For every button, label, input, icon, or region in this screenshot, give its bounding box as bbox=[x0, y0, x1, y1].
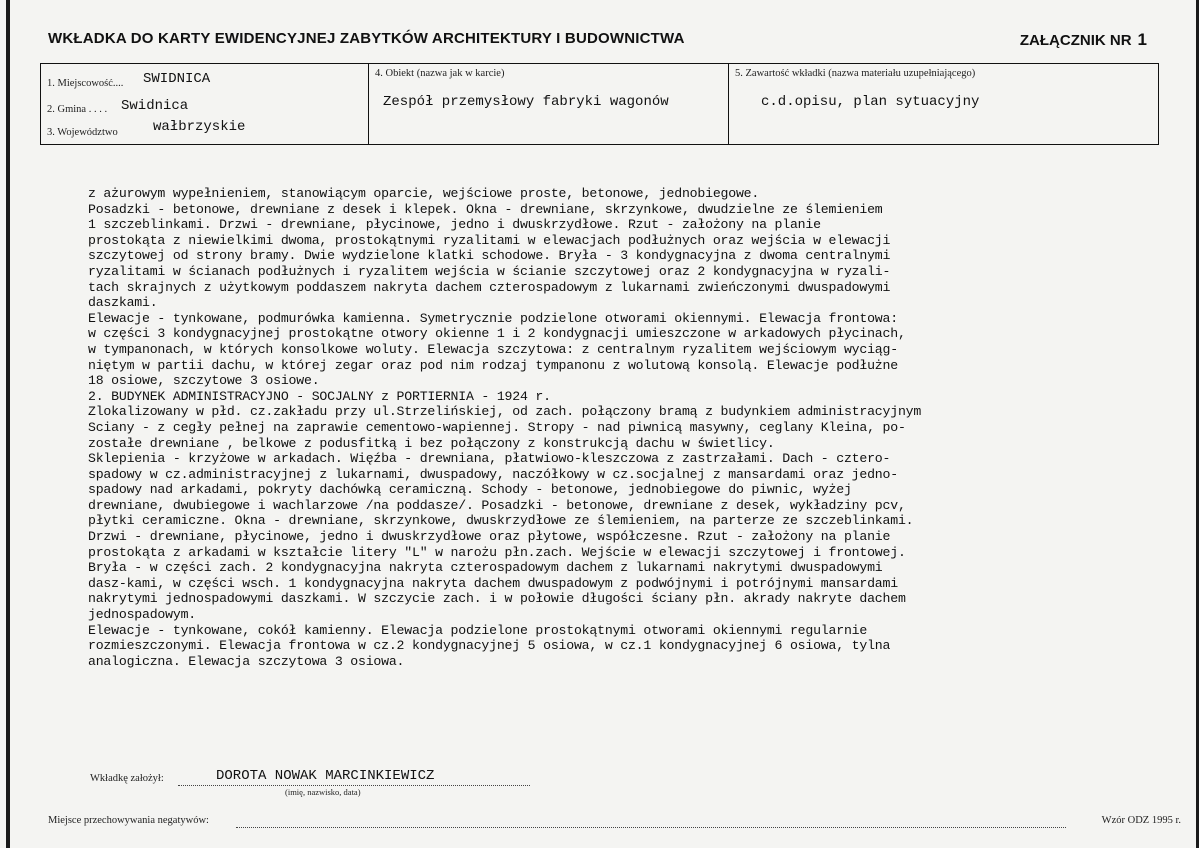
author-hint: (imię, nazwisko, data) bbox=[285, 787, 361, 797]
text-line: niętym w partii dachu, w której zegar oraz pod nim rodzaj tympanonu z wolutową konsolą. Elewacje podłużne bbox=[88, 357, 898, 373]
text-line: z ażurowym wypełnieniem, stanowiącym oparcie, wejściowe proste, betonowe, jednobiegowe. bbox=[88, 186, 760, 201]
obiekt-value: Zespół przemysłowy fabryki wagonów bbox=[383, 94, 669, 110]
text-line: 2. BUDYNEK ADMINISTRACYJNO - SOCJALNY z PORTIERNIA - 1924 r. bbox=[88, 388, 551, 404]
text-line: Bryła - w części zach. 2 kondygnacyjna nakryta czterospadowym dachem z lukarnami nakrytymi dwuspadowymi bbox=[88, 560, 883, 576]
text-line: 1 szczeblinkami. Drzwi - drewniane, płycinowe, jedno i dwuskrzydłowe. Rzut - założony na planie bbox=[88, 217, 821, 233]
text-line: w części 3 kondygnacyjnej prostokątne otwory okienne 1 i 2 kondygnacji umieszczone w arkadowych płycinach, bbox=[88, 326, 906, 342]
text-line: Elewacje - tynkowane, podmurówka kamienna. Symetrycznie podzielone otworami okiennymi. Elewacja frontowa: bbox=[88, 310, 898, 326]
wojewodztwo-label: 3. Województwo bbox=[47, 127, 118, 138]
zawartosc-value: c.d.opisu, plan sytuacyjny bbox=[761, 94, 980, 110]
scan-edge-left bbox=[6, 0, 10, 848]
annex-label-text: ZAŁĄCZNIK NR bbox=[1019, 32, 1132, 49]
text-line: płytki ceramiczne. Okna - drewniane, skrzynkowe, dwuskrzydłowe ze ślemieniem, na parterze ze szczeblinkami. bbox=[88, 513, 914, 529]
text-line: daszkami. bbox=[88, 295, 158, 311]
obiekt-label: 4. Obiekt (nazwa jak w karcie) bbox=[375, 68, 505, 79]
text-line: nakrytymi jednospadowymi daszkami. W szczycie zach. i w połowie długości ściany płn. akrady nakryte dachem bbox=[88, 591, 906, 607]
miejscowosc-label: 1. Miejscowość bbox=[47, 78, 113, 89]
text-line: Elewacje - tynkowane, cokół kamienny. Elewacja podzielone prostokątnymi otworami okiennymi regularnie bbox=[88, 622, 868, 638]
text-line: zostałe drewniane , belkowe z podusfitką i bez połączony z konstrukcją dachu w świetlicy. bbox=[88, 435, 775, 451]
wojewodztwo-value: wałbrzyskie bbox=[153, 119, 246, 135]
author-value: DOROTA NOWAK MARCINKIEWICZ bbox=[216, 768, 435, 784]
content-field bbox=[729, 64, 1158, 144]
text-line: Drzwi - drewniane, płycinowe, jedno i dwuskrzydłowe oraz płytowe, współczesne. Rzut - założony na planie bbox=[88, 529, 891, 545]
author-label: Wkładkę założył: bbox=[90, 773, 164, 784]
location-fields bbox=[41, 64, 369, 144]
text-line: dasz-kami, w części wsch. 1 kondygnacyjna nakryta dachem dwuspadowym z podwójnymi i potrójnymi mansardami bbox=[88, 575, 898, 591]
storage-label: Miejsce przechowywania negatywów: bbox=[48, 815, 209, 826]
text-line: spadowy nad arkadami, pokryty dachówką ceramiczną. Schody - betonowe, jednobiegowe do piwnic, wyżej bbox=[88, 482, 852, 498]
text-line: 18 osiowe, szczytowe 3 osiowe. bbox=[88, 373, 320, 389]
miejscowosc-value: SWIDNICA bbox=[143, 71, 211, 87]
form-title: WKŁADKA DO KARTY EWIDENCYJNEJ ZABYTKÓW ARCHITEKTURY I BUDOWNICTWA bbox=[48, 30, 685, 47]
header-fields-table bbox=[40, 63, 1159, 145]
zawartosc-label: 5. Zawartość wkładki (nazwa materiału uzupełniającego) bbox=[735, 68, 976, 79]
text-line: analogiczna. Elewacja szczytowa 3 osiowa. bbox=[88, 653, 405, 669]
text-line: prostokąta z arkadami w kształcie litery "L" w narożu płn.zach. Wejście w elewacji szczytowej i frontowej. bbox=[88, 544, 906, 560]
author-dotted-line bbox=[178, 785, 530, 786]
wojewodztwo-row bbox=[47, 119, 246, 138]
text-line: tach skrajnych z użytkowym poddaszem nakryta dachem czterospadowym z lukarnami zwieńczonymi dwuspadowymi bbox=[88, 279, 891, 295]
text-line: szczytowej od strony bramy. Dwie wydzielone klatki schodowe. Bryła - 3 kondygnacyjna z dwoma centralnymi bbox=[88, 248, 891, 264]
object-field bbox=[369, 64, 729, 144]
text-line: spadowy w cz.administracyjnej z lukarnami, dwuspadowy, naczółkowy w cz.socjalnej z mansardami oraz jedno- bbox=[88, 466, 898, 482]
text-line: Sklepienia - krzyżowe w arkadach. Więźba - drewniana, płatwiowo-kleszczowa z zastrzałami. Dach - cztero- bbox=[88, 451, 891, 467]
text-line: drewniane, dwubiegowe i wachlarzowe /na poddasze/. Posadzki - betonowe, drewniane z desek, wykładziny pcv, bbox=[88, 497, 906, 513]
description-text bbox=[88, 186, 1178, 669]
text-line: jednospadowym. bbox=[88, 607, 196, 623]
gmina-row: 2. Gmina . . . . Swidnica bbox=[47, 98, 189, 115]
miejscowosc-row: 1. Miejscowość.... SWIDNICA bbox=[47, 71, 211, 89]
text-line: Zlokalizowany w płd. cz.zakładu przy ul.Strzelińskiej, od zach. połączony bramą z budynkiem administracyjnym bbox=[88, 404, 922, 420]
form-code: Wzór ODZ 1995 r. bbox=[1101, 815, 1181, 826]
gmina-label: 2. Gmina bbox=[47, 104, 87, 115]
gmina-value: Swidnica bbox=[121, 98, 189, 114]
annex-label bbox=[1020, 30, 1147, 50]
text-line: ryzalitami w ścianach podłużnych i ryzalitem wejścia w ścianie szczytowej oraz 2 kondygnacyjna w ryzali- bbox=[88, 263, 891, 279]
annex-number: 1 bbox=[1137, 30, 1147, 49]
text-line: rozmieszczonymi. Elewacja frontowa w cz.2 kondygnacyjnej 5 osiowa, w cz.1 kondygnacyjnej 6 osiowa, tylna bbox=[88, 638, 891, 654]
text-line: Sciany - z cegły pełnej na zaprawie cementowo-wapiennej. Stropy - nad piwnicą masywny, ceglany Kleina, po- bbox=[88, 419, 906, 435]
storage-dotted-line bbox=[236, 827, 1066, 828]
text-line: Posadzki - betonowe, drewniane z desek i klepek. Okna - drewniane, skrzynkowe, dwudzielne ze ślemieniem bbox=[88, 201, 883, 217]
text-line: w tympanonach, w których konsolkowe woluty. Elewacja szczytowa: z centralnym ryzalitem wejściowym wyciąg- bbox=[88, 341, 898, 357]
text-line: prostokąta z niewielkimi dwoma, prostokątnymi ryzalitami w elewacjach podłużnych oraz wejścia w elewacji bbox=[88, 232, 891, 248]
